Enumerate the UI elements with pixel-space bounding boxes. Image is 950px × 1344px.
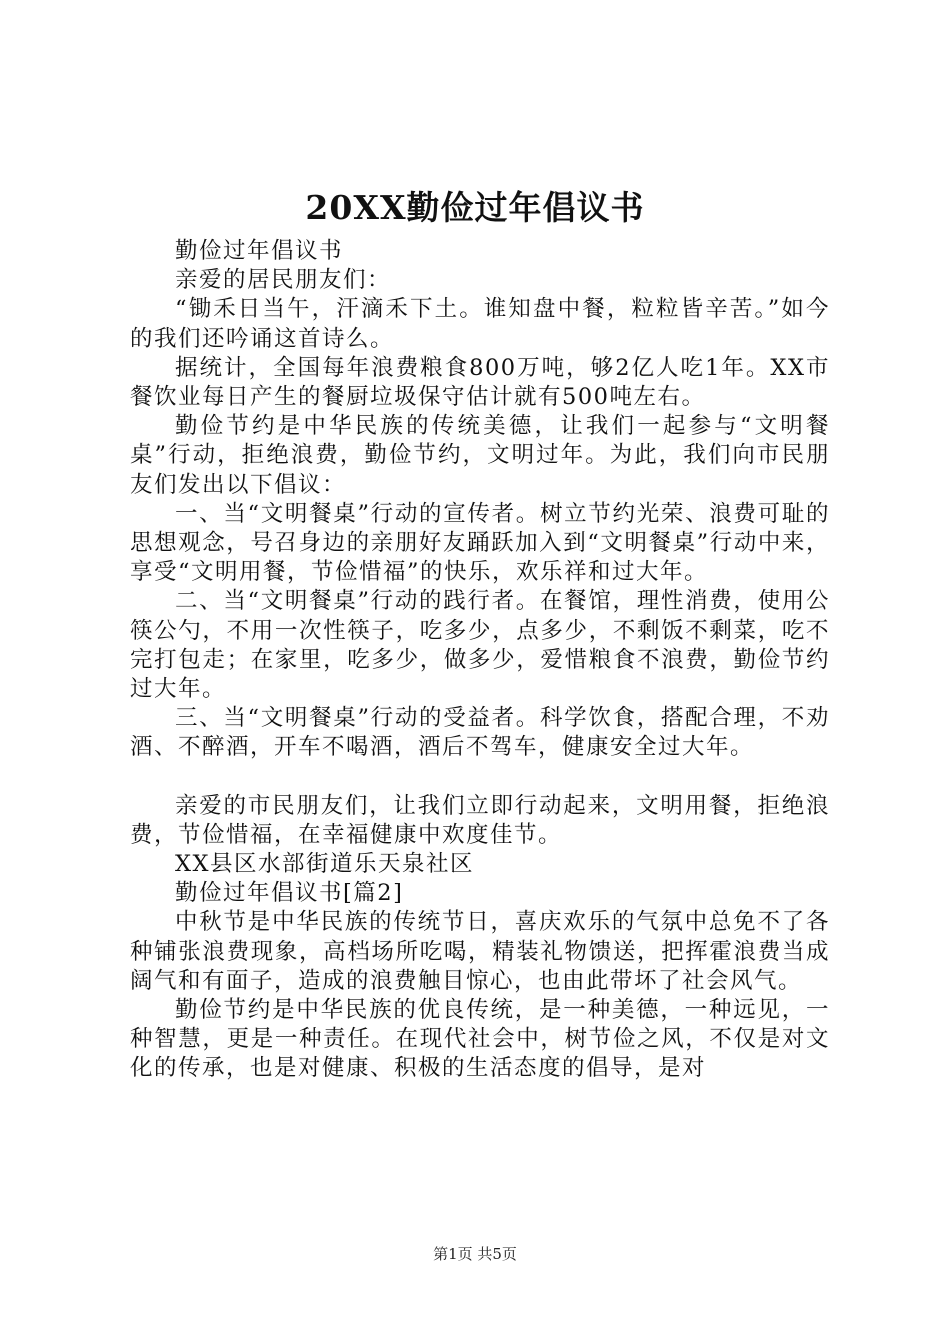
poem-paragraph: “锄禾日当午，汗滴禾下土。谁知盘中餐，粒粒皆辛苦。”如今的我们还吟诵这首诗么。 (130, 296, 830, 352)
subtitle-paragraph: 勤俭过年倡议书 (175, 238, 344, 264)
page-number-footer: 第1页 共5页 (433, 1245, 517, 1263)
section-2-paragraph-2: 勤俭节约是中华民族的优良传统，是一种美德，一种远见，一种智慧，更是一种责任。在现代社会中，树节俭之风，不仅是对文化的传承，也是对健康、积极的生活态度的倡导，是对 (130, 997, 830, 1082)
proposal-2-paragraph: 二、当“文明餐桌”行动的践行者。在餐馆，理性消费，使用公筷公勺，不用一次性筷子，吃多少，点多少，不剩饭不剩菜，吃不完打包走；在家里，吃多少，做多少，爱惜粮食不浪费，勤俭节约过大年。 (130, 588, 830, 703)
statistics-paragraph: 据统计，全国每年浪费粮食800万吨，够2亿人吃1年。XX市餐饮业每日产生的餐厨垃圾保守估计就有500吨左右。 (130, 354, 830, 411)
document-body (130, 237, 830, 1084)
section-2-paragraph-1: 中秋节是中华民族的传统节日，喜庆欢乐的气氛中总免不了各种铺张浪费现象，高档场所吃喝，精装礼物馈送，把挥霍浪费当成阔气和有面子，造成的浪费触目惊心，也由此带坏了社会风气。 (130, 909, 830, 994)
proposal-1-paragraph: 一、当“文明餐桌”行动的宣传者。树立节约光荣、浪费可耻的思想观念，号召身边的亲朋好友踊跃加入到“文明餐桌”行动中来，享受“文明用餐，节俭惜福”的快乐，欢乐祥和过大年。 (130, 500, 830, 586)
closing-paragraph: 亲爱的市民朋友们，让我们立即行动起来，文明用餐，拒绝浪费，节俭惜福，在幸福健康中欢度佳节。 (130, 792, 830, 848)
signature-paragraph: XX县区水部街道乐天泉社区 (175, 851, 475, 878)
document-title: 20XX勤俭过年倡议书 (305, 188, 645, 227)
greeting-paragraph: 亲爱的居民朋友们： (175, 267, 392, 294)
section-2-heading: 勤俭过年倡议书[篇2] (175, 880, 404, 907)
proposal-3-paragraph: 三、当“文明餐桌”行动的受益者。科学饮食，搭配合理，不劝酒、不醉酒，开车不喝酒，酒后不驾车，健康安全过大年。 (130, 705, 830, 761)
intro-paragraph: 勤俭节约是中华民族的传统美德，让我们一起参与“文明餐桌”行动，拒绝浪费，勤俭节约，文明过年。为此，我们向市民朋友们发出以下倡议： (130, 413, 830, 498)
